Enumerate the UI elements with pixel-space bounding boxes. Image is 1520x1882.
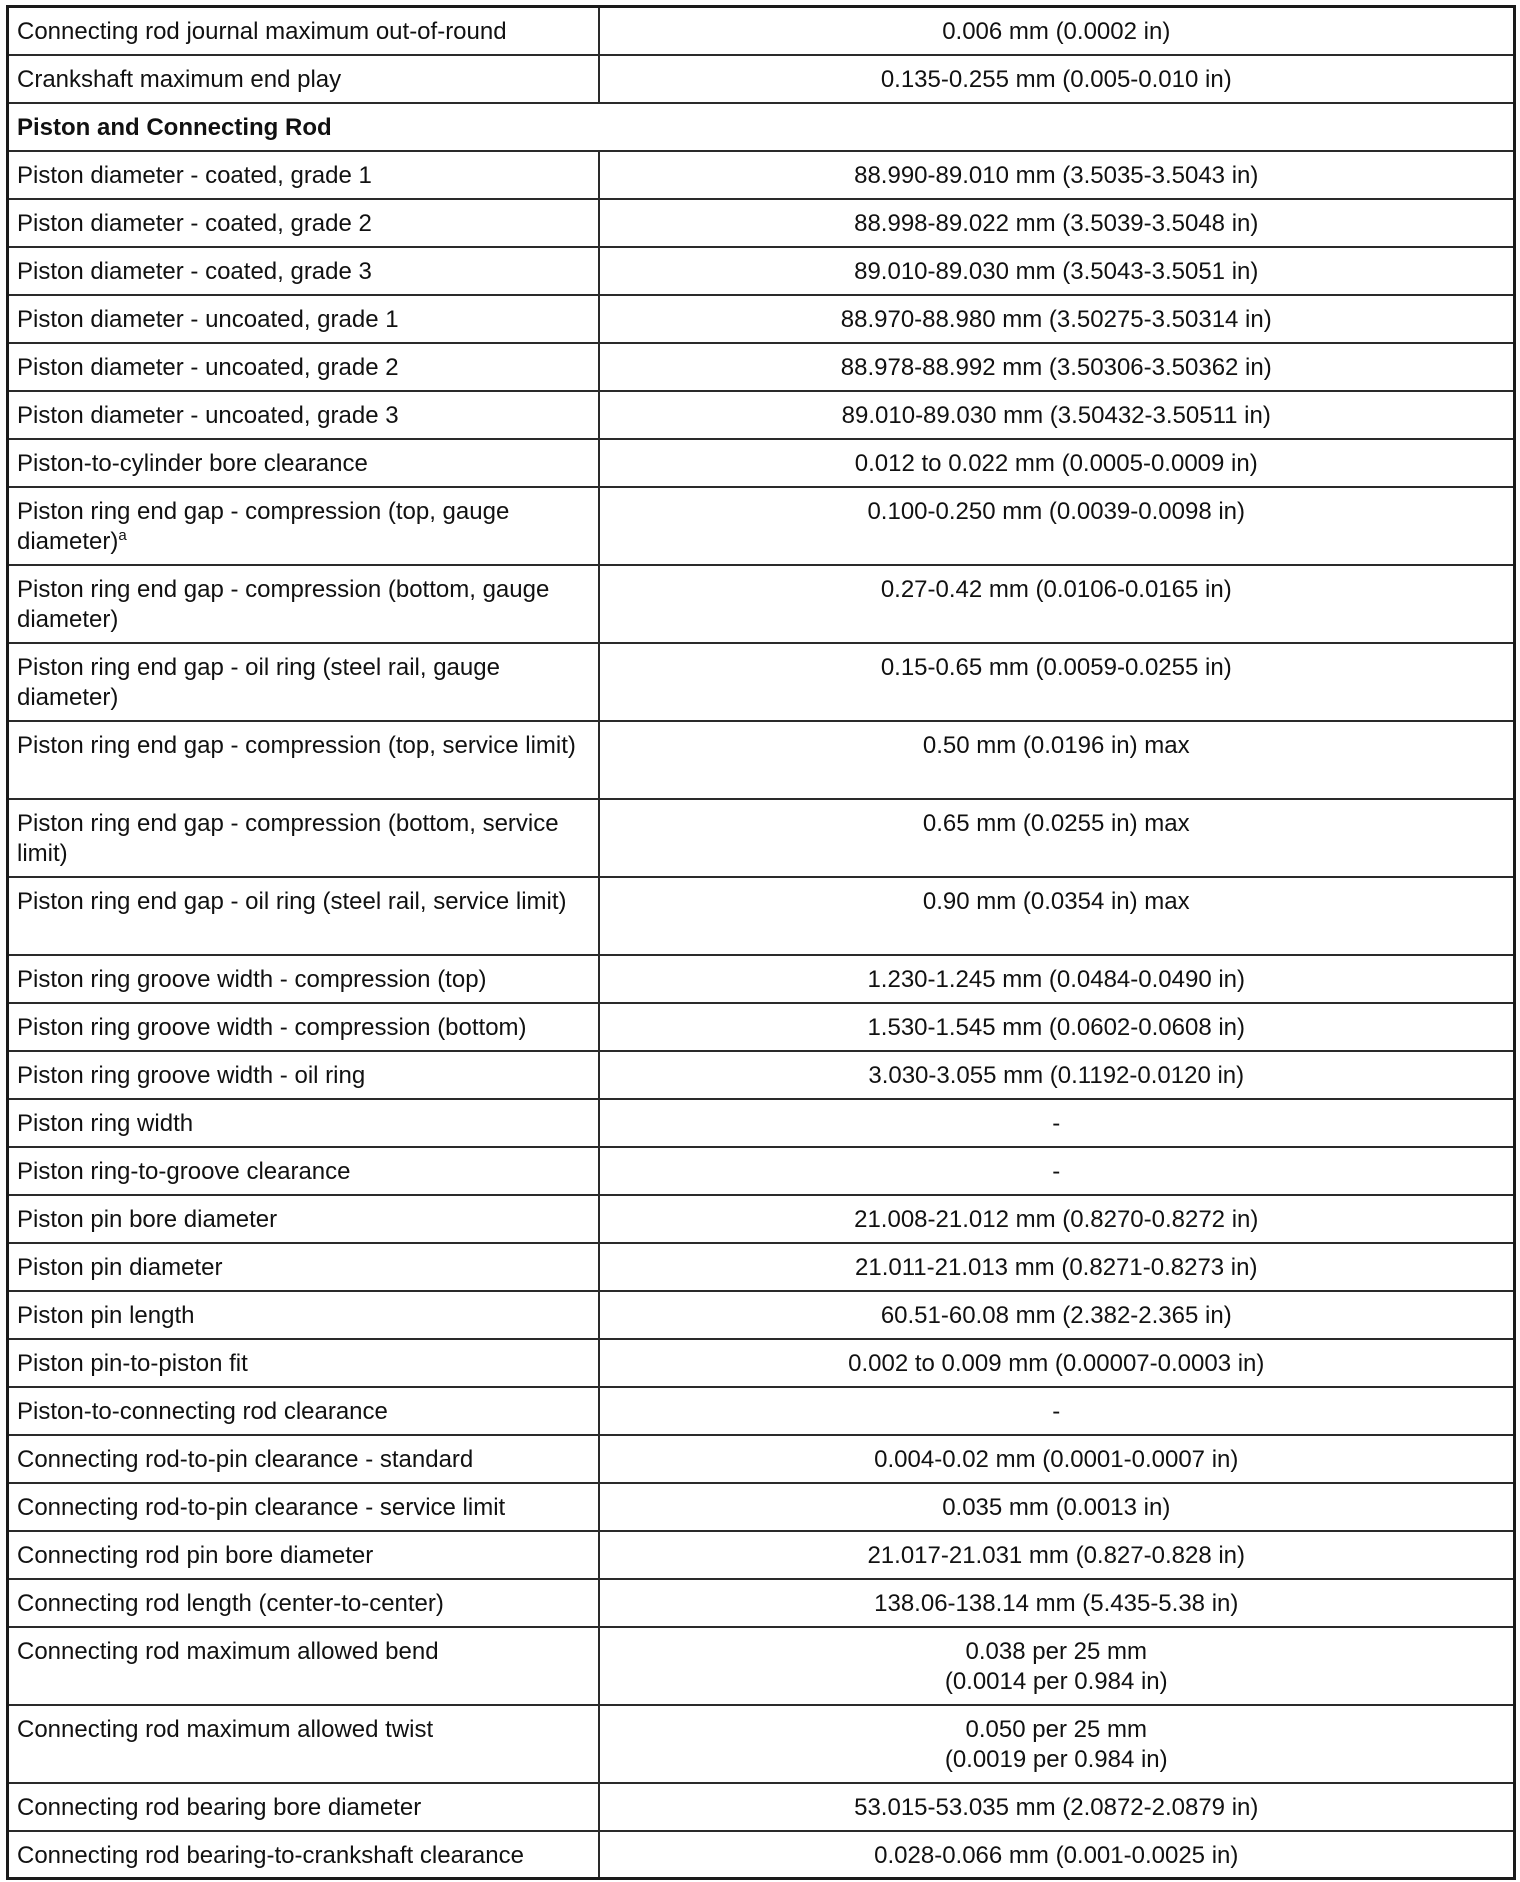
spec-value (599, 1705, 1515, 1783)
spec-value-text: 88.978-88.992 mm (3.50306-3.50362 in) (840, 353, 1272, 381)
spec-label-text: Piston ring end gap - compression (top, gauge diameter) (17, 497, 510, 555)
section-header-row (8, 103, 1515, 151)
spec-label-text: Piston diameter - uncoated, grade 2 (17, 353, 399, 381)
spec-value (599, 1195, 1515, 1243)
spec-label (8, 247, 599, 295)
spec-label (8, 1243, 599, 1291)
spec-value-text: 0.012 to 0.022 mm (0.0005-0.0009 in) (854, 449, 1258, 477)
spec-label (8, 877, 599, 955)
spec-value-text: - (1052, 1157, 1061, 1185)
table-row (8, 1003, 1515, 1051)
spec-label-text: Connecting rod maximum allowed bend (17, 1637, 439, 1665)
table-row (8, 1195, 1515, 1243)
spec-label (8, 1291, 599, 1339)
spec-value (599, 799, 1515, 877)
spec-label (8, 1435, 599, 1483)
spec-label (8, 343, 599, 391)
spec-value (599, 1099, 1515, 1147)
spec-value-text: 0.038 per 25 mm (965, 1637, 1147, 1665)
spec-value-text: 88.970-88.980 mm (3.50275-3.50314 in) (840, 305, 1272, 333)
spec-label-text: Piston ring end gap - oil ring (steel rail, gauge diameter) (17, 653, 500, 711)
spec-value (599, 1483, 1515, 1531)
spec-value (599, 295, 1515, 343)
spec-value-text: 0.050 per 25 mm (965, 1715, 1147, 1743)
table-row (8, 1387, 1515, 1435)
spec-label (8, 1705, 599, 1783)
spec-label (8, 487, 599, 565)
spec-label: Crankshaft maximum end play (8, 55, 599, 103)
spec-value-text: 0.035 mm (0.0013 in) (942, 1493, 1171, 1521)
table-row (8, 7, 1515, 55)
spec-value (599, 1531, 1515, 1579)
table-row (8, 1579, 1515, 1627)
spec-value (599, 391, 1515, 439)
table-row (8, 1243, 1515, 1291)
spec-value: 0.006 mm (0.0002 in) (599, 7, 1515, 55)
spec-label-text: Piston ring groove width - compression (top) (17, 965, 487, 993)
spec-label-text: Piston ring-to-groove clearance (17, 1157, 351, 1185)
spec-label-text: Piston-to-cylinder bore clearance (17, 449, 368, 477)
spec-label-text: Piston pin length (17, 1301, 195, 1329)
spec-value (599, 1003, 1515, 1051)
table-row (8, 1705, 1515, 1783)
spec-value-text: 88.990-89.010 mm (3.5035-3.5043 in) (854, 161, 1259, 189)
spec-label (8, 799, 599, 877)
spec-label (8, 1195, 599, 1243)
spec-label-text: Piston ring end gap - compression (bottom, service limit) (17, 809, 559, 867)
spec-value (599, 439, 1515, 487)
spec-value: 0.135-0.255 mm (0.005-0.010 in) (599, 55, 1515, 103)
spec-label (8, 1579, 599, 1627)
spec-value-text: 0.27-0.42 mm (0.0106-0.0165 in) (880, 575, 1232, 603)
section-title: Piston and Connecting Rod (8, 103, 1515, 151)
spec-value-text: 53.015-53.035 mm (2.0872-2.0879 in) (854, 1793, 1259, 1821)
spec-value (599, 955, 1515, 1003)
spec-value (599, 877, 1515, 955)
spec-label (8, 151, 599, 199)
spec-value (599, 565, 1515, 643)
spec-value-text: 0.100-0.250 mm (0.0039-0.0098 in) (867, 497, 1246, 525)
spec-value-text: - (1052, 1109, 1061, 1137)
spec-value (599, 1831, 1515, 1879)
spec-label (8, 643, 599, 721)
spec-value-text: 0.004-0.02 mm (0.0001-0.0007 in) (874, 1445, 1239, 1473)
spec-label-text: Connecting rod pin bore diameter (17, 1541, 374, 1569)
spec-value (599, 199, 1515, 247)
spec-label (8, 1831, 599, 1879)
table-row (8, 799, 1515, 877)
spec-value-text: 21.011-21.013 mm (0.8271-0.8273 in) (855, 1253, 1258, 1281)
spec-value (599, 1435, 1515, 1483)
table-row (8, 1339, 1515, 1387)
spec-value-text: 3.030-3.055 mm (0.1192-0.0120 in) (868, 1061, 1245, 1089)
table-row (8, 1291, 1515, 1339)
table-row (8, 643, 1515, 721)
spec-value (599, 1051, 1515, 1099)
spec-value-text: 0.50 mm (0.0196 in) max (922, 731, 1190, 759)
spec-label: Connecting rod journal maximum out-of-round (8, 7, 599, 55)
spec-label-text: Piston-to-connecting rod clearance (17, 1397, 388, 1425)
table-row (8, 1627, 1515, 1705)
spec-table-body (8, 7, 1515, 1879)
spec-label-text: Piston ring end gap - oil ring (steel rail, service limit) (17, 887, 567, 915)
spec-value-text: 21.008-21.012 mm (0.8270-0.8272 in) (854, 1205, 1259, 1233)
spec-label (8, 1783, 599, 1831)
spec-label-text: Connecting rod bearing bore diameter (17, 1793, 422, 1821)
table-row (8, 1435, 1515, 1483)
table-row (8, 391, 1515, 439)
spec-label (8, 1627, 599, 1705)
spec-value (599, 151, 1515, 199)
table-row (8, 1051, 1515, 1099)
spec-label (8, 1099, 599, 1147)
spec-value-text: 89.010-89.030 mm (3.50432-3.50511 in) (841, 401, 1271, 429)
spec-label-text: Piston ring width (17, 1109, 194, 1137)
spec-value (599, 1627, 1515, 1705)
spec-label (8, 1387, 599, 1435)
spec-label-text: Connecting rod bearing-to-crankshaft clearance (17, 1841, 524, 1869)
spec-value-text: 21.017-21.031 mm (0.827-0.828 in) (867, 1541, 1246, 1569)
spec-value-text: 0.15-0.65 mm (0.0059-0.0255 in) (880, 653, 1232, 681)
spec-label-text: Connecting rod length (center-to-center) (17, 1589, 444, 1617)
spec-label (8, 1051, 599, 1099)
spec-value (599, 643, 1515, 721)
table-row (8, 1783, 1515, 1831)
spec-value (599, 247, 1515, 295)
table-row (8, 55, 1515, 103)
spec-value (599, 1579, 1515, 1627)
spec-value-text-line2: (0.0019 per 0.984 in) (944, 1745, 1168, 1773)
spec-label (8, 955, 599, 1003)
table-row (8, 877, 1515, 955)
spec-label (8, 565, 599, 643)
spec-label (8, 199, 599, 247)
table-row (8, 343, 1515, 391)
table-row (8, 295, 1515, 343)
spec-label-text: Connecting rod-to-pin clearance - standard (17, 1445, 474, 1473)
spec-label (8, 1003, 599, 1051)
table-row (8, 565, 1515, 643)
spec-label (8, 1339, 599, 1387)
spec-label-text: Piston pin diameter (17, 1253, 223, 1281)
spec-label-text: Piston diameter - coated, grade 2 (17, 209, 372, 237)
spec-value-text: 0.90 mm (0.0354 in) max (922, 887, 1190, 915)
spec-value-text: 60.51-60.08 mm (2.382-2.365 in) (880, 1301, 1232, 1329)
spec-value (599, 1387, 1515, 1435)
table-row (8, 247, 1515, 295)
spec-label-text: Connecting rod-to-pin clearance - service limit (17, 1493, 506, 1521)
table-row (8, 199, 1515, 247)
spec-value-text-line2: (0.0014 per 0.984 in) (944, 1667, 1168, 1695)
spec-value-text: 88.998-89.022 mm (3.5039-3.5048 in) (854, 209, 1259, 237)
spec-value (599, 1339, 1515, 1387)
table-row (8, 439, 1515, 487)
spec-value-text: 0.65 mm (0.0255 in) max (922, 809, 1190, 837)
spec-label-text: Piston pin bore diameter (17, 1205, 278, 1233)
table-row (8, 1483, 1515, 1531)
spec-label (8, 1483, 599, 1531)
table-row (8, 1147, 1515, 1195)
spec-value (599, 1783, 1515, 1831)
spec-label-text: Connecting rod maximum allowed twist (17, 1715, 434, 1743)
spec-label-text: Piston ring groove width - oil ring (17, 1061, 366, 1089)
table-row (8, 487, 1515, 565)
spec-value (599, 721, 1515, 799)
spec-value-text: 89.010-89.030 mm (3.5043-3.5051 in) (854, 257, 1259, 285)
spec-label (8, 1531, 599, 1579)
spec-label (8, 721, 599, 799)
spec-value-text: - (1052, 1397, 1061, 1425)
spec-label-text: Piston pin-to-piston fit (17, 1349, 248, 1377)
spec-value-text: 1.230-1.245 mm (0.0484-0.0490 in) (867, 965, 1246, 993)
table-row (8, 151, 1515, 199)
spec-value (599, 1243, 1515, 1291)
table-row (8, 1099, 1515, 1147)
spec-label-text: Piston ring end gap - compression (top, service limit) (17, 731, 576, 759)
spec-label-text: Piston diameter - uncoated, grade 1 (17, 305, 399, 333)
spec-label (8, 295, 599, 343)
spec-label-text: Piston diameter - uncoated, grade 3 (17, 401, 399, 429)
spec-label (8, 1147, 599, 1195)
table-row (8, 1831, 1515, 1879)
table-row (8, 955, 1515, 1003)
spec-value (599, 1291, 1515, 1339)
spec-label-text: Piston diameter - coated, grade 3 (17, 257, 372, 285)
spec-label-text: Piston ring groove width - compression (bottom) (17, 1013, 527, 1041)
spec-value-text: 1.530-1.545 mm (0.0602-0.0608 in) (867, 1013, 1246, 1041)
spec-value (599, 343, 1515, 391)
footnote-marker: a (118, 526, 127, 544)
spec-value-text: 138.06-138.14 mm (5.435-5.38 in) (874, 1589, 1239, 1617)
spec-value (599, 1147, 1515, 1195)
spec-label (8, 439, 599, 487)
table-row (8, 721, 1515, 799)
spec-label-text: Piston ring end gap - compression (bottom, gauge diameter) (17, 575, 550, 633)
spec-value-text: 0.028-0.066 mm (0.001-0.0025 in) (874, 1841, 1239, 1869)
spec-label (8, 391, 599, 439)
spec-table (6, 5, 1516, 1880)
spec-value-text: 0.002 to 0.009 mm (0.00007-0.0003 in) (848, 1349, 1265, 1377)
table-row (8, 1531, 1515, 1579)
spec-value (599, 487, 1515, 565)
spec-label-text: Piston diameter - coated, grade 1 (17, 161, 372, 189)
